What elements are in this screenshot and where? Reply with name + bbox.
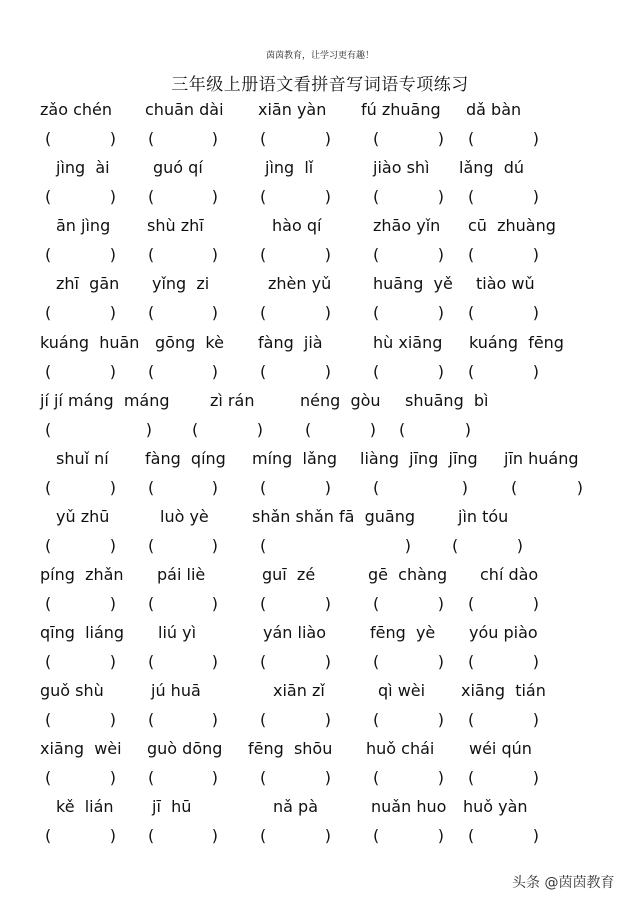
close-paren: ) — [532, 594, 539, 613]
open-paren: ( — [260, 652, 267, 671]
pinyin-prompt: xiān yàn — [258, 100, 327, 119]
close-paren: ) — [211, 245, 218, 264]
answer-blank[interactable] — [45, 129, 116, 149]
answer-blank[interactable] — [45, 710, 116, 730]
open-paren: ( — [373, 652, 380, 671]
answer-blank[interactable] — [45, 303, 116, 323]
pinyin-prompt: xiāng wèi — [40, 739, 122, 758]
answer-blank[interactable] — [373, 362, 444, 382]
pinyin-prompt: guī zé — [262, 565, 316, 584]
close-paren: ) — [211, 362, 218, 381]
close-paren: ) — [211, 187, 218, 206]
open-paren: ( — [148, 478, 155, 497]
close-paren: ) — [461, 478, 468, 497]
answer-blank[interactable] — [260, 594, 331, 614]
pinyin-prompt: jìng lǐ — [265, 158, 314, 177]
answer-blank[interactable] — [148, 536, 218, 556]
pinyin-prompt: fàng jià — [258, 333, 323, 352]
pinyin-prompt: hù xiāng — [373, 333, 443, 352]
open-paren: ( — [468, 710, 475, 729]
close-paren: ) — [532, 129, 539, 148]
open-paren: ( — [148, 536, 155, 555]
open-paren: ( — [45, 768, 52, 787]
answer-blank[interactable] — [148, 710, 218, 730]
close-paren: ) — [576, 478, 583, 497]
close-paren: ) — [324, 478, 331, 497]
open-paren: ( — [373, 594, 380, 613]
answer-blank[interactable] — [148, 303, 218, 323]
close-paren: ) — [211, 710, 218, 729]
answer-blank[interactable] — [45, 245, 116, 265]
answer-blank[interactable] — [468, 245, 539, 265]
watermark: 头条 @茵茵教育 — [512, 875, 615, 891]
open-paren: ( — [468, 129, 475, 148]
close-paren: ) — [109, 187, 116, 206]
pinyin-prompt: guò dōng — [147, 739, 223, 758]
close-paren: ) — [437, 652, 444, 671]
answer-blank[interactable] — [260, 652, 331, 672]
open-paren: ( — [468, 594, 475, 613]
answer-blank[interactable] — [45, 362, 116, 382]
pinyin-prompt: liàng jīng jīng — [360, 449, 478, 468]
pinyin-prompt: xiān zǐ — [273, 681, 325, 700]
pinyin-prompt: liú yì — [158, 623, 197, 642]
open-paren: ( — [148, 362, 155, 381]
close-paren: ) — [324, 826, 331, 845]
pinyin-prompt: ān jìng — [56, 216, 111, 235]
answer-blank[interactable] — [260, 826, 331, 846]
pinyin-prompt: cū zhuàng — [468, 216, 556, 235]
pinyin-prompt: hào qí — [272, 216, 322, 235]
answer-blank[interactable] — [45, 652, 116, 672]
close-paren: ) — [211, 303, 218, 322]
header-subtitle: 茵茵教育，让学习更有趣！ — [265, 51, 374, 61]
open-paren: ( — [148, 594, 155, 613]
open-paren: ( — [45, 536, 52, 555]
open-paren: ( — [260, 594, 267, 613]
answer-blank[interactable] — [45, 420, 152, 440]
open-paren: ( — [260, 303, 267, 322]
close-paren: ) — [532, 362, 539, 381]
open-paren: ( — [468, 768, 475, 787]
pinyin-prompt: shuāng bì — [405, 391, 489, 410]
answer-blank[interactable] — [260, 478, 331, 498]
close-paren: ) — [211, 478, 218, 497]
open-paren: ( — [148, 245, 155, 264]
answer-blank[interactable] — [260, 187, 331, 207]
close-paren: ) — [109, 478, 116, 497]
answer-blank[interactable] — [45, 826, 116, 846]
answer-blank[interactable] — [468, 187, 539, 207]
open-paren: ( — [373, 710, 380, 729]
close-paren: ) — [437, 710, 444, 729]
answer-blank[interactable] — [45, 536, 116, 556]
pinyin-prompt: kě lián — [56, 797, 114, 816]
open-paren: ( — [468, 303, 475, 322]
open-paren: ( — [373, 826, 380, 845]
open-paren: ( — [468, 187, 475, 206]
close-paren: ) — [109, 768, 116, 787]
pinyin-prompt: jī hū — [152, 797, 192, 816]
pinyin-prompt: wéi qún — [469, 739, 532, 758]
pinyin-prompt: gōng kè — [155, 333, 224, 352]
close-paren: ) — [532, 303, 539, 322]
answer-blank[interactable] — [468, 594, 539, 614]
answer-blank[interactable] — [468, 710, 539, 730]
close-paren: ) — [437, 245, 444, 264]
pinyin-prompt: yǔ zhū — [56, 507, 110, 526]
answer-blank[interactable] — [148, 187, 218, 207]
close-paren: ) — [324, 187, 331, 206]
close-paren: ) — [532, 187, 539, 206]
open-paren: ( — [468, 245, 475, 264]
open-paren: ( — [148, 129, 155, 148]
pinyin-prompt: tiào wǔ — [476, 274, 535, 293]
open-paren: ( — [399, 420, 406, 439]
answer-blank[interactable] — [260, 362, 331, 382]
open-paren: ( — [260, 826, 267, 845]
pinyin-prompt: fēng shōu — [248, 739, 333, 758]
close-paren: ) — [109, 710, 116, 729]
pinyin-prompt: fàng qíng — [145, 449, 226, 468]
close-paren: ) — [109, 826, 116, 845]
pinyin-prompt: huǒ chái — [366, 739, 435, 758]
close-paren: ) — [369, 420, 376, 439]
close-paren: ) — [109, 536, 116, 555]
pinyin-prompt: fú zhuāng — [361, 100, 441, 119]
close-paren: ) — [109, 362, 116, 381]
open-paren: ( — [45, 594, 52, 613]
open-paren: ( — [468, 652, 475, 671]
worksheet-title: 三年级上册语文看拼音写词语专项练习 — [171, 75, 469, 95]
close-paren: ) — [532, 826, 539, 845]
pinyin-prompt: shù zhī — [147, 216, 204, 235]
pinyin-prompt: néng gòu — [300, 391, 381, 410]
pinyin-prompt: qīng liáng — [40, 623, 125, 642]
close-paren: ) — [532, 245, 539, 264]
open-paren: ( — [373, 362, 380, 381]
close-paren: ) — [109, 245, 116, 264]
open-paren: ( — [45, 420, 52, 439]
close-paren: ) — [324, 129, 331, 148]
open-paren: ( — [260, 768, 267, 787]
answer-blank[interactable] — [45, 768, 116, 788]
open-paren: ( — [148, 710, 155, 729]
open-paren: ( — [148, 826, 155, 845]
answer-blank[interactable] — [373, 652, 444, 672]
close-paren: ) — [324, 652, 331, 671]
answer-blank[interactable] — [468, 826, 539, 846]
answer-blank[interactable] — [373, 768, 444, 788]
pinyin-prompt: zhī gān — [56, 274, 120, 293]
answer-blank[interactable] — [373, 187, 444, 207]
open-paren: ( — [511, 478, 518, 497]
close-paren: ) — [437, 362, 444, 381]
open-paren: ( — [45, 187, 52, 206]
open-paren: ( — [260, 245, 267, 264]
close-paren: ) — [211, 129, 218, 148]
pinyin-prompt: huāng yě — [373, 274, 453, 293]
answer-blank[interactable] — [148, 594, 218, 614]
answer-blank[interactable] — [373, 594, 444, 614]
open-paren: ( — [45, 245, 52, 264]
answer-blank[interactable] — [399, 420, 471, 440]
answer-blank[interactable] — [373, 826, 444, 846]
open-paren: ( — [452, 536, 459, 555]
close-paren: ) — [145, 420, 152, 439]
close-paren: ) — [404, 536, 411, 555]
answer-blank[interactable] — [148, 826, 218, 846]
close-paren: ) — [324, 768, 331, 787]
pinyin-prompt: yán liào — [263, 623, 326, 642]
answer-blank[interactable] — [468, 303, 539, 323]
close-paren: ) — [324, 245, 331, 264]
answer-blank[interactable] — [260, 245, 331, 265]
open-paren: ( — [305, 420, 312, 439]
pinyin-prompt: gē chàng — [368, 565, 448, 584]
close-paren: ) — [437, 826, 444, 845]
open-paren: ( — [373, 187, 380, 206]
pinyin-prompt: zhèn yǔ — [268, 274, 332, 293]
pinyin-prompt: nuǎn huo — [371, 797, 447, 816]
answer-blank[interactable] — [305, 420, 376, 440]
close-paren: ) — [211, 652, 218, 671]
open-paren: ( — [260, 362, 267, 381]
open-paren: ( — [260, 710, 267, 729]
answer-blank[interactable] — [468, 768, 539, 788]
open-paren: ( — [373, 129, 380, 148]
pinyin-prompt: jìng ài — [56, 158, 110, 177]
answer-blank[interactable] — [45, 594, 116, 614]
answer-blank[interactable] — [468, 362, 539, 382]
pinyin-prompt: nǎ pà — [273, 797, 318, 816]
answer-blank[interactable] — [373, 478, 468, 498]
close-paren: ) — [109, 594, 116, 613]
open-paren: ( — [468, 362, 475, 381]
answer-blank[interactable] — [45, 478, 116, 498]
close-paren: ) — [437, 594, 444, 613]
close-paren: ) — [437, 129, 444, 148]
pinyin-prompt: guǒ shù — [40, 681, 104, 700]
pinyin-prompt: jí jí máng máng — [40, 391, 170, 410]
answer-blank[interactable] — [373, 245, 444, 265]
open-paren: ( — [45, 303, 52, 322]
answer-blank[interactable] — [260, 303, 331, 323]
pinyin-prompt: xiāng tián — [461, 681, 546, 700]
open-paren: ( — [45, 129, 52, 148]
pinyin-prompt: huǒ yàn — [463, 797, 528, 816]
open-paren: ( — [45, 362, 52, 381]
close-paren: ) — [516, 536, 523, 555]
pinyin-prompt: luò yè — [160, 507, 209, 526]
answer-blank[interactable] — [468, 129, 539, 149]
answer-blank[interactable] — [373, 710, 444, 730]
close-paren: ) — [109, 303, 116, 322]
answer-blank[interactable] — [192, 420, 263, 440]
answer-blank[interactable] — [148, 478, 218, 498]
pinyin-prompt: píng zhǎn — [40, 565, 124, 584]
close-paren: ) — [324, 710, 331, 729]
pinyin-prompt: guó qí — [153, 158, 203, 177]
pinyin-prompt: lǎng dú — [459, 158, 525, 177]
open-paren: ( — [373, 768, 380, 787]
open-paren: ( — [260, 478, 267, 497]
open-paren: ( — [260, 129, 267, 148]
pinyin-prompt: zhāo yǐn — [373, 216, 441, 235]
answer-blank[interactable] — [373, 129, 444, 149]
pinyin-prompt: dǎ bàn — [466, 100, 522, 119]
close-paren: ) — [211, 826, 218, 845]
close-paren: ) — [464, 420, 471, 439]
close-paren: ) — [324, 594, 331, 613]
open-paren: ( — [373, 478, 380, 497]
pinyin-prompt: kuáng fēng — [469, 333, 564, 352]
close-paren: ) — [211, 594, 218, 613]
open-paren: ( — [260, 187, 267, 206]
answer-blank[interactable] — [260, 768, 331, 788]
close-paren: ) — [324, 362, 331, 381]
pinyin-prompt: shuǐ ní — [56, 449, 109, 468]
answer-blank[interactable] — [468, 652, 539, 672]
open-paren: ( — [148, 303, 155, 322]
open-paren: ( — [45, 826, 52, 845]
close-paren: ) — [109, 652, 116, 671]
pinyin-prompt: qì wèi — [378, 681, 426, 700]
answer-blank[interactable] — [260, 710, 331, 730]
pinyin-prompt: jú huā — [151, 681, 201, 700]
answer-blank[interactable] — [373, 303, 444, 323]
open-paren: ( — [45, 710, 52, 729]
pinyin-prompt: yǐng zi — [152, 274, 210, 293]
pinyin-prompt: chí dào — [480, 565, 539, 584]
close-paren: ) — [532, 768, 539, 787]
close-paren: ) — [256, 420, 263, 439]
pinyin-prompt: zǎo chén — [40, 100, 112, 119]
close-paren: ) — [437, 768, 444, 787]
pinyin-prompt: shǎn shǎn fā guāng — [252, 507, 416, 526]
pinyin-prompt: fēng yè — [370, 623, 436, 642]
pinyin-prompt: chuān dài — [145, 100, 224, 119]
pinyin-prompt: míng lǎng — [252, 449, 338, 468]
pinyin-prompt: jiào shì — [373, 158, 430, 177]
open-paren: ( — [148, 652, 155, 671]
answer-blank[interactable] — [148, 362, 218, 382]
close-paren: ) — [437, 187, 444, 206]
answer-blank[interactable] — [260, 536, 411, 556]
answer-blank[interactable] — [148, 768, 218, 788]
close-paren: ) — [532, 710, 539, 729]
open-paren: ( — [148, 768, 155, 787]
close-paren: ) — [211, 536, 218, 555]
open-paren: ( — [260, 536, 267, 555]
pinyin-prompt: pái liè — [157, 565, 206, 584]
answer-blank[interactable] — [148, 652, 218, 672]
close-paren: ) — [109, 129, 116, 148]
open-paren: ( — [192, 420, 199, 439]
pinyin-prompt: jīn huáng — [504, 449, 579, 468]
close-paren: ) — [324, 303, 331, 322]
close-paren: ) — [532, 652, 539, 671]
answer-blank[interactable] — [511, 478, 583, 498]
answer-blank[interactable] — [260, 129, 331, 149]
pinyin-prompt: zì rán — [210, 391, 255, 410]
open-paren: ( — [373, 303, 380, 322]
open-paren: ( — [45, 652, 52, 671]
open-paren: ( — [148, 187, 155, 206]
answer-blank[interactable] — [452, 536, 523, 556]
answer-blank[interactable] — [45, 187, 116, 207]
pinyin-prompt: kuáng huān — [40, 333, 140, 352]
close-paren: ) — [211, 768, 218, 787]
pinyin-prompt: yóu piào — [469, 623, 538, 642]
open-paren: ( — [468, 826, 475, 845]
pinyin-prompt: jìn tóu — [458, 507, 509, 526]
answer-blank[interactable] — [148, 129, 218, 149]
open-paren: ( — [45, 478, 52, 497]
close-paren: ) — [437, 303, 444, 322]
open-paren: ( — [373, 245, 380, 264]
answer-blank[interactable] — [148, 245, 218, 265]
